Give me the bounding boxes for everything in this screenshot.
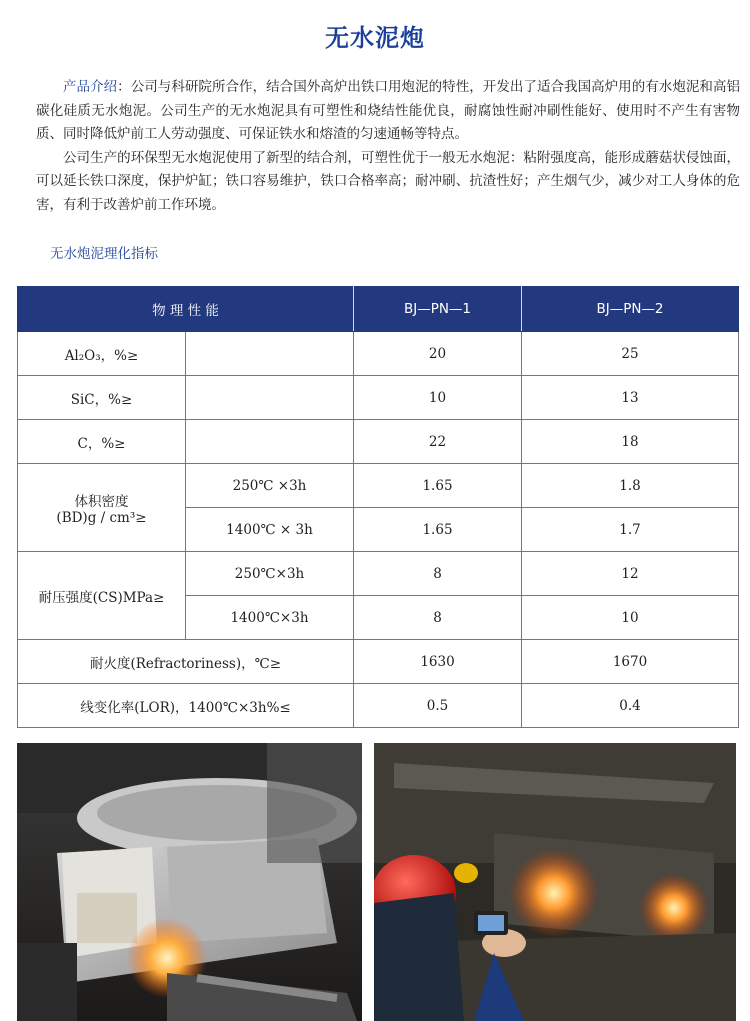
cell-value: 0.4 — [522, 684, 739, 728]
empty-cell — [186, 420, 354, 464]
cell-value: 8 — [354, 552, 522, 596]
table-row — [18, 332, 739, 376]
intro-text — [36, 76, 740, 217]
cell-value: 1.65 — [354, 508, 522, 552]
workers-illustration — [374, 743, 736, 1021]
header-property: 物 理 性 能 — [18, 287, 354, 332]
table-row — [18, 640, 739, 684]
intro-lead-colon: ： — [117, 79, 131, 95]
cell-value: 1.65 — [354, 464, 522, 508]
row-label-lor: 线变化率(LOR)，1400℃×3h%≤ — [18, 684, 354, 728]
table-row — [18, 464, 739, 508]
cell-value: 10 — [354, 376, 522, 420]
cell-value: 1670 — [522, 640, 739, 684]
empty-cell — [186, 332, 354, 376]
cell-value: 12 — [522, 552, 739, 596]
cell-value: 1.7 — [522, 508, 739, 552]
cell-value: 25 — [522, 332, 739, 376]
blast-furnace-photo — [17, 743, 362, 1021]
intro-lead: 产品介绍 — [63, 79, 118, 95]
cell-value: 20 — [354, 332, 522, 376]
cell-value: 1.8 — [522, 464, 739, 508]
row-label-density — [18, 464, 186, 552]
cell-value: 8 — [354, 596, 522, 640]
row-label-sic: SiC，%≥ — [18, 376, 186, 420]
empty-cell — [186, 376, 354, 420]
cell-value: 0.5 — [354, 684, 522, 728]
row-label-c: C，%≥ — [18, 420, 186, 464]
cell-value: 13 — [522, 376, 739, 420]
density-label-line1: 体积密度 — [74, 493, 129, 510]
page-title: 无水泥炮 — [325, 24, 425, 52]
cell-value: 1630 — [354, 640, 522, 684]
spec-table — [17, 286, 739, 728]
condition-cell: 250℃×3h — [186, 552, 354, 596]
cell-value: 18 — [522, 420, 739, 464]
cell-value: 22 — [354, 420, 522, 464]
row-label-refractoriness: 耐火度(Refractoriness)，℃≥ — [18, 640, 354, 684]
table-row — [18, 552, 739, 596]
header-bj-pn-2: BJ—PN—2 — [522, 287, 739, 332]
row-label-strength: 耐压强度(CS)MPa≥ — [18, 552, 186, 640]
cell-value: 10 — [522, 596, 739, 640]
blast-furnace-illustration — [17, 743, 362, 1021]
condition-cell: 1400℃×3h — [186, 596, 354, 640]
intro-paragraph-2: 公司生产的环保型无水炮泥使用了新型的结合剂，可塑性优于一般无水炮泥：粘附强度高，能形成蘑菇状侵蚀面，可以延长铁口深度，保护炉缸；铁口容易维护，铁口合格率高；耐冲刷、抗渣性好；产生烟气少，减少对工人身体的危害，有利于改善炉前工作环境。 — [36, 149, 740, 213]
density-label-line2: (BD)g / cm³≥ — [56, 509, 147, 526]
spec-table-heading: 无水炮泥理化指标 — [50, 246, 158, 262]
furnace-workers-photo — [374, 743, 736, 1021]
table-header-row — [18, 287, 739, 332]
header-bj-pn-1: BJ—PN—1 — [354, 287, 522, 332]
row-label-al2o3: Al₂O₃，%≥ — [18, 332, 186, 376]
table-row — [18, 420, 739, 464]
table-row — [18, 376, 739, 420]
condition-cell: 250℃ ×3h — [186, 464, 354, 508]
intro-body-1: 公司与科研院所合作，结合国外高炉出铁口用炮泥的特性，开发出了适合我国高炉用的有水炮泥和高铝碳化硅质无水炮泥。公司生产的无水炮泥具有可塑性和烧结性能优良，耐腐蚀性耐冲刷性能好、使用时不产生有害物质、同时降低炉前工人劳动强度、可保证铁水和熔渣的匀速通畅等特点。 — [36, 79, 741, 142]
intro-paragraph-1 — [36, 76, 740, 147]
table-row — [18, 684, 739, 728]
condition-cell: 1400℃ × 3h — [186, 508, 354, 552]
